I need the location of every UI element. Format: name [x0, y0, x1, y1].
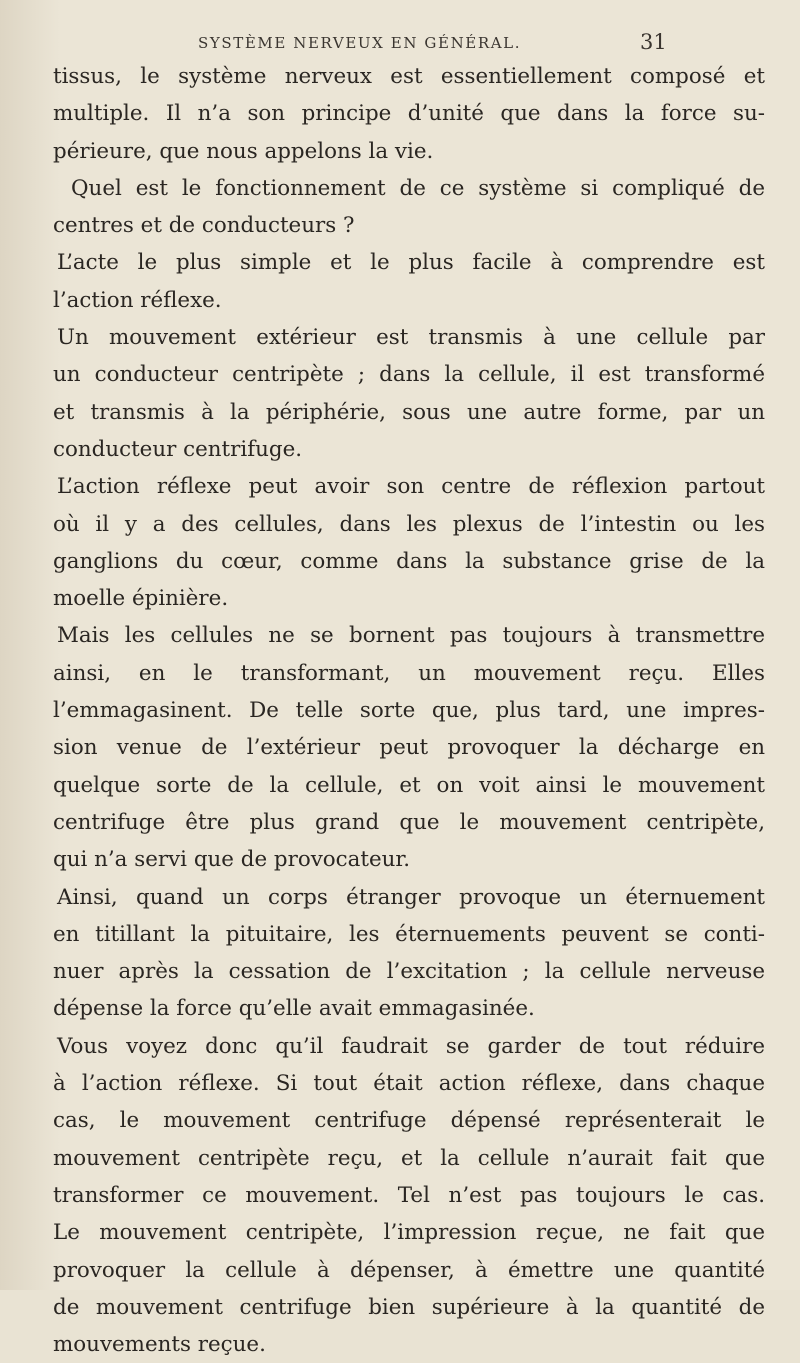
text-line: transformer ce mouvement. Tel n’est pas toujours le cas.	[53, 1182, 765, 1208]
text-line: l’emmagasinent. De telle sorte que, plus tard, une impres-	[53, 698, 765, 724]
text-line: ainsi, en le transformant, un mouvement reçu. Elles	[53, 660, 765, 686]
text-line: mouvements reçue.	[53, 1332, 266, 1358]
text-line: à l’action réflexe. Si tout était action réflexe, dans chaque	[53, 1071, 765, 1097]
text-line: conducteur centrifuge.	[53, 436, 303, 462]
text-line: où il y a des cellules, dans les plexus de l’intestin ou les	[53, 511, 765, 537]
text-line: Un mouvement extérieur est transmis à une cellule par	[57, 325, 765, 351]
page-number: 31	[640, 30, 667, 54]
text-line: cas, le mouvement centrifuge dépensé représenterait le	[53, 1108, 765, 1134]
text-line: Vous voyez donc qu’il faudrait se garder de tout réduire	[57, 1033, 765, 1059]
text-line: Mais les cellules ne se bornent pas toujours à transmettre	[57, 623, 765, 649]
text-line: L’action réflexe peut avoir son centre de réflexion partout	[57, 474, 765, 500]
text-line: centrifuge être plus grand que le mouvement centripète,	[53, 809, 765, 835]
text-line: en titillant la pituitaire, les éternuements peuvent se conti-	[53, 921, 765, 947]
text-line: périeure, que nous appelons la vie.	[53, 138, 434, 164]
text-line: nuer après la cessation de l’excitation ; la cellule nerveuse	[53, 959, 765, 985]
text-line: mouvement centripète reçu, et la cellule n’aurait fait que	[53, 1145, 765, 1171]
text-line: quelque sorte de la cellule, et on voit ainsi le mouvement	[53, 772, 765, 798]
text-line: un conducteur centripète ; dans la cellule, il est transformé	[53, 362, 765, 388]
body-text	[53, 58, 765, 1363]
text-line: Ainsi, quand un corps étranger provoque un éternuement	[57, 884, 765, 910]
text-line: multiple. Il n’a son principe d’unité que dans la force su-	[53, 101, 765, 127]
running-title: SYSTÈME NERVEUX EN GÉNÉRAL.	[198, 34, 522, 52]
text-line: qui n’a servi que de provocateur.	[53, 847, 411, 873]
text-line: centres et de conducteurs ?	[53, 213, 355, 239]
text-line: et transmis à la périphérie, sous une autre forme, par un	[53, 399, 765, 425]
text-line: L’acte le plus simple et le plus facile à comprendre est	[57, 250, 765, 276]
text-line: Quel est le fonctionnement de ce système si compliqué de	[71, 175, 765, 201]
text-line: sion venue de l’extérieur peut provoquer la décharge en	[53, 735, 765, 761]
text-line: de mouvement centrifuge bien supérieure à la quantité de	[53, 1294, 765, 1320]
text-line: provoquer la cellule à dépenser, à émettre une quantité	[53, 1257, 765, 1283]
text-line: l’action réflexe.	[53, 287, 222, 313]
running-head	[0, 30, 800, 58]
text-line: dépense la force qu’elle avait emmagasinée.	[53, 996, 535, 1022]
text-line: moelle épinière.	[53, 586, 229, 612]
text-line: tissus, le système nerveux est essentiellement composé et	[53, 64, 765, 89]
text-line: Le mouvement centripète, l’impression reçue, ne fait que	[53, 1220, 765, 1246]
text-line: ganglions du cœur, comme dans la substance grise de la	[53, 548, 765, 574]
